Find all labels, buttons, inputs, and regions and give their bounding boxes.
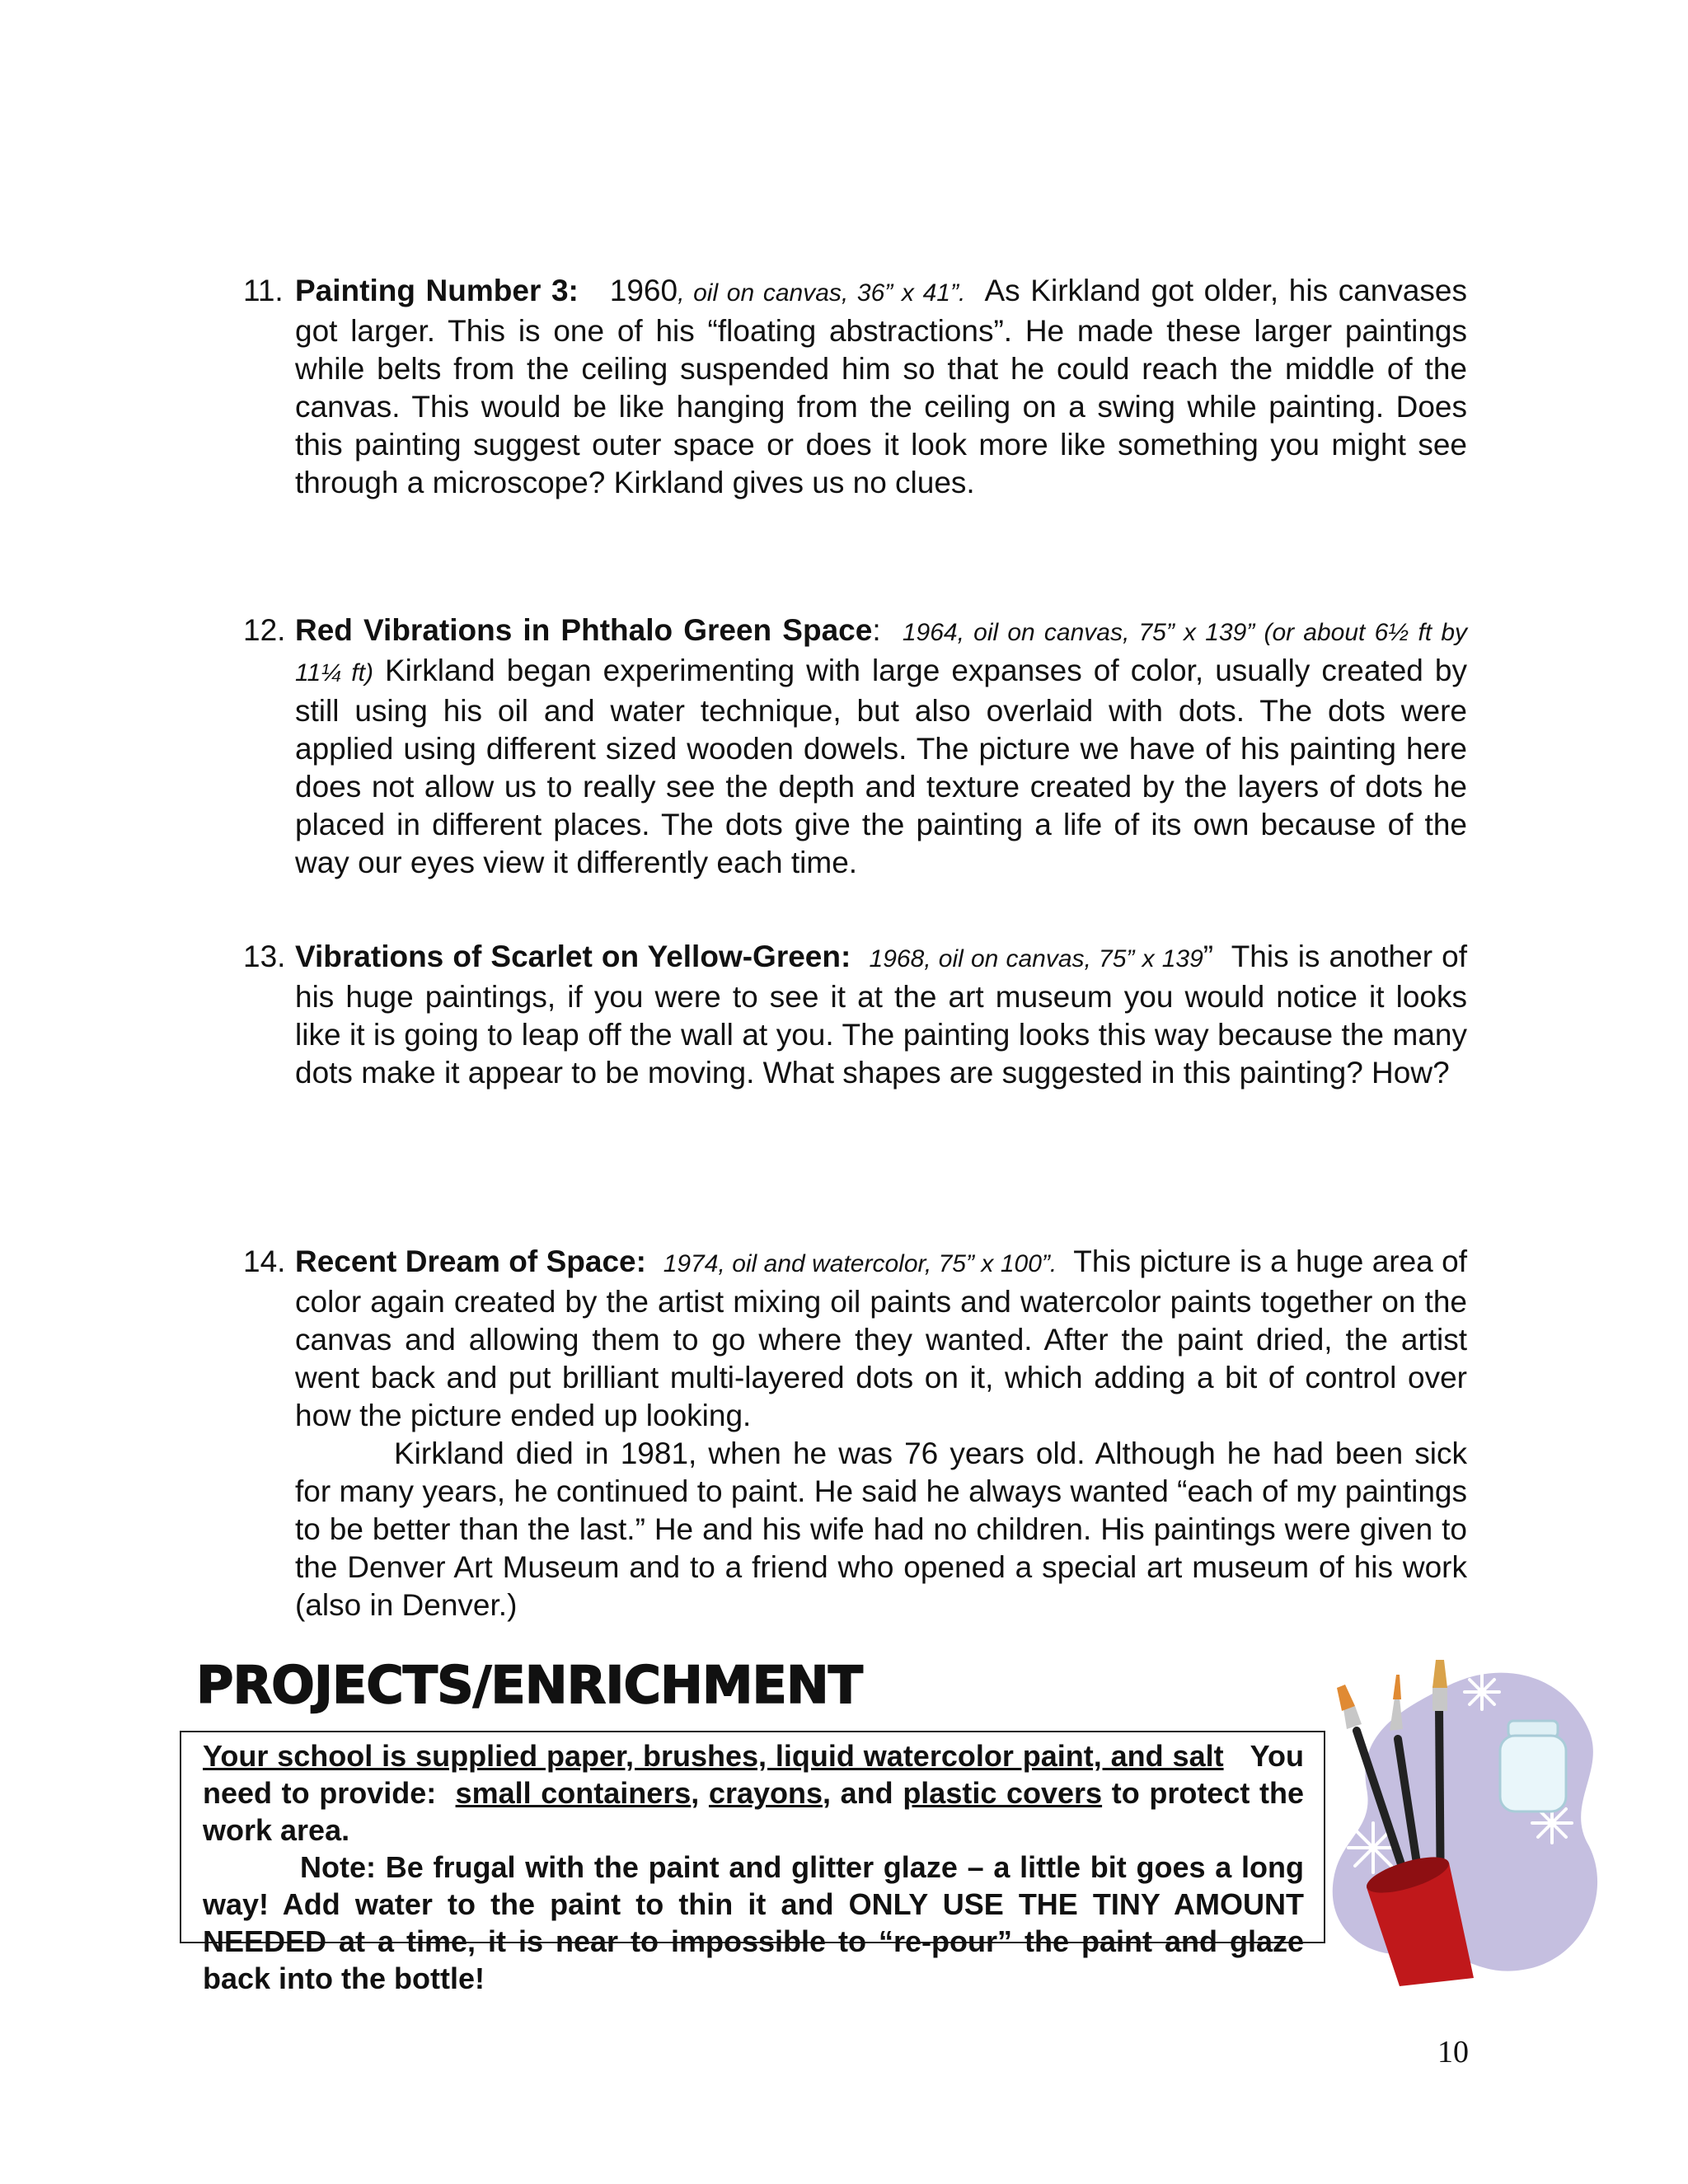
provide-item-crayons: crayons — [708, 1776, 823, 1810]
provide-tail: to protect the work area. — [203, 1776, 1304, 1847]
item-text — [295, 938, 1467, 1092]
supplies-box — [180, 1731, 1325, 1995]
item-caption-end: ” — [1203, 940, 1214, 973]
item-title: Vibrations of Scarlet on Yellow-Green: — [295, 940, 851, 973]
provide-separator: , and — [823, 1776, 893, 1810]
item-title: Recent Dream of Space: — [295, 1244, 646, 1278]
item-text — [295, 612, 1467, 882]
section-heading: PROJECTS/ENRICHMENT — [196, 1655, 863, 1715]
water-jar-icon — [1500, 1721, 1566, 1811]
item-caption: 1968, oil on canvas, 75” x 139 — [869, 945, 1203, 972]
note-text: Note: Be frugal with the paint and glitter glaze – a little bit goes a long way! Add water to the paint to thin it and ONLY USE THE TINY AMOUNT NEEDED at a time, it is near to impossible to “re-pour” the paint and glaze back into the bottle! — [203, 1850, 1304, 1995]
item-caption: , oil on canvas, 36” x 41”. — [678, 279, 966, 307]
list-item-13 — [235, 938, 1467, 1092]
provide-item-covers: plastic covers — [903, 1776, 1103, 1810]
item-colon: : — [872, 613, 881, 647]
provide-separator: , — [691, 1776, 700, 1810]
item-body: This picture is a huge area of color again created by the artist mixing oil paints and watercolor paints together on the canvas and allowing them to go where they wanted. After the paint dried, the artist went back and put brilliant multi-layered dots on it, which adding a bit of control over how the picture ended up looking. — [295, 1244, 1467, 1432]
list-item-11 — [235, 272, 1467, 502]
item-caption: 1974, oil and watercolor, 75” x 100”. — [663, 1250, 1057, 1277]
item-title: Painting Number 3: — [295, 274, 579, 307]
item-number: 13. — [243, 940, 286, 973]
item-year: 1960 — [609, 274, 678, 307]
provide-item-containers: small containers — [455, 1776, 692, 1810]
item-number: 12. — [243, 613, 286, 647]
item-body-continued: Kirkland died in 1981, when he was 76 years old. Although he had been sick for many years, he continued to paint. He said he always wanted “each of my paintings to be better than the last.” He and his wife had no children. His paintings were given to the Denver Art Museum and to a friend who opened a special art museum of his work (also in Denver.) — [295, 1436, 1467, 1622]
list-item-14 — [235, 1243, 1467, 1624]
provide-lead: You need to provide: — [203, 1739, 1304, 1810]
list-item-12 — [235, 612, 1467, 882]
item-title: Red Vibrations in Phthalo Green Space — [295, 613, 873, 647]
item-text — [295, 272, 1467, 502]
item-number: 11. — [243, 274, 284, 307]
sparkle-icon — [1465, 1675, 1499, 1709]
item-text — [295, 1243, 1467, 1624]
item-number: 14. — [243, 1244, 286, 1278]
item-caption: 1964, oil on canvas, 75” x 139” (or about 6½ ft by 11¼ ft) — [295, 619, 1468, 687]
item-body: As Kirkland got older, his canvases got larger. This is one of his “floating abstractions”. He made these larger paintings while belts from the ceiling suspended him so that he could reach the middle of the canvas. This would be like hanging from the ceiling on a swing while painting. Does this painting suggest outer space or does it look more like something you might see through a microscope? Kirkland gives us no clues. — [295, 274, 1468, 499]
paintbrushes-in-cup-icon — [1317, 1640, 1614, 1986]
supplied-text: Your school is supplied paper, brushes, liquid watercolor paint, and salt — [203, 1739, 1224, 1773]
page-number: 10 — [1437, 2035, 1469, 2069]
item-body: This is another of his huge paintings, if you were to see it at the art museum you would notice it looks like it is going to leap off the wall at you. The painting looks this way because the many dots make it appear to be moving. What shapes are suggested in this painting? How? — [295, 940, 1467, 1090]
item-body: Kirkland began experimenting with large expanses of color, usually created by still using his oil and water technique, but also overlaid with dots. The dots were applied using different sized wooden dowels. The picture we have of his painting here does not allow us to really see the depth and texture created by the layers of dots he placed in different places. The dots give the painting a life of its own because of the way our eyes view it differently each time. — [295, 654, 1467, 879]
